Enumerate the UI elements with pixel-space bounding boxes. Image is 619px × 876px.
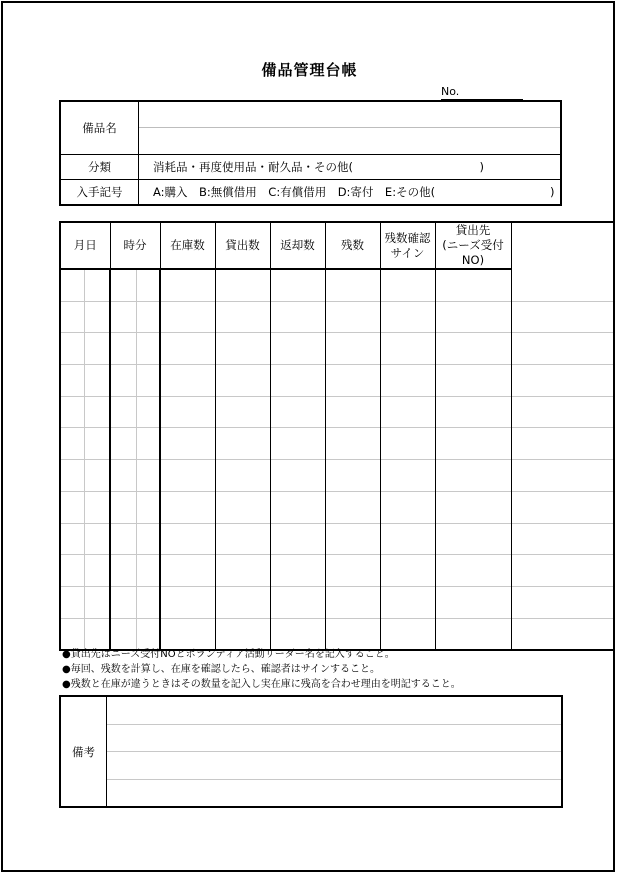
ledger-cell[interactable] bbox=[110, 333, 136, 365]
ledger-cell[interactable] bbox=[84, 618, 110, 650]
ledger-header-row bbox=[60, 222, 614, 269]
ledger-cell[interactable] bbox=[110, 555, 136, 587]
ledger-cell[interactable] bbox=[325, 555, 380, 587]
ledger-cell[interactable] bbox=[60, 586, 84, 618]
ledger-cell[interactable] bbox=[215, 301, 270, 333]
ledger-cell[interactable] bbox=[270, 269, 325, 301]
header-stock-count: 在庫数 bbox=[160, 222, 215, 269]
item-name-label: 備品名 bbox=[60, 101, 139, 155]
header-date: 月日 bbox=[60, 222, 110, 269]
ledger-cell[interactable] bbox=[60, 523, 84, 555]
instruction-note: ●残数と在庫が違うときはその数量を記入し実在庫に残高を合わせ理由を明記すること。 bbox=[62, 679, 461, 690]
ledger-cell[interactable] bbox=[215, 333, 270, 365]
ledger-cell[interactable] bbox=[270, 555, 325, 587]
ledger-cell[interactable] bbox=[511, 586, 614, 618]
ledger-table bbox=[59, 221, 615, 651]
ledger-cell[interactable] bbox=[110, 301, 136, 333]
ledger-cell[interactable] bbox=[84, 301, 110, 333]
ledger-cell[interactable] bbox=[435, 586, 511, 618]
ledger-cell[interactable] bbox=[136, 396, 160, 428]
ledger-cell[interactable] bbox=[136, 555, 160, 587]
ledger-cell[interactable] bbox=[380, 428, 435, 460]
ledger-cell[interactable] bbox=[435, 491, 511, 523]
ledger-cell[interactable] bbox=[380, 618, 435, 650]
ledger-cell[interactable] bbox=[270, 428, 325, 460]
ledger-cell[interactable] bbox=[435, 365, 511, 397]
remarks-line bbox=[107, 752, 561, 780]
ledger-cell[interactable] bbox=[160, 491, 215, 523]
item-name-line bbox=[139, 102, 560, 128]
ledger-cell[interactable] bbox=[380, 523, 435, 555]
remarks-line bbox=[107, 697, 561, 725]
ledger-row bbox=[60, 586, 614, 618]
ledger-cell[interactable] bbox=[60, 301, 84, 333]
ledger-row bbox=[60, 491, 614, 523]
ledger-row bbox=[60, 555, 614, 587]
ledger-cell[interactable] bbox=[511, 301, 614, 333]
ledger-cell[interactable] bbox=[84, 365, 110, 397]
ledger-cell[interactable] bbox=[84, 396, 110, 428]
ledger-cell[interactable] bbox=[380, 555, 435, 587]
ledger-cell[interactable] bbox=[325, 365, 380, 397]
header-remaining-check-sign: 残数確認 サイン bbox=[380, 222, 435, 269]
ledger-cell[interactable] bbox=[160, 428, 215, 460]
ledger-cell[interactable] bbox=[110, 365, 136, 397]
ledger-cell[interactable] bbox=[325, 523, 380, 555]
ledger-cell[interactable] bbox=[270, 618, 325, 650]
ledger-cell[interactable] bbox=[84, 491, 110, 523]
ledger-cell[interactable] bbox=[325, 301, 380, 333]
ledger-cell[interactable] bbox=[84, 555, 110, 587]
ledger-cell[interactable] bbox=[60, 333, 84, 365]
ledger-cell[interactable] bbox=[110, 523, 136, 555]
ledger-cell[interactable] bbox=[435, 396, 511, 428]
ledger-cell[interactable] bbox=[60, 428, 84, 460]
acquisition-code-options[interactable]: A:購入 B:無償借用 C:有償借用 D:寄付 E:その他( ) bbox=[139, 180, 562, 206]
ledger-cell[interactable] bbox=[380, 301, 435, 333]
ledger-row bbox=[60, 428, 614, 460]
ledger-cell[interactable] bbox=[270, 365, 325, 397]
ledger-cell[interactable] bbox=[511, 269, 614, 301]
ledger-cell[interactable] bbox=[511, 491, 614, 523]
ledger-cell[interactable] bbox=[380, 269, 435, 301]
ledger-cell[interactable] bbox=[435, 618, 511, 650]
ledger-cell[interactable] bbox=[325, 618, 380, 650]
ledger-cell[interactable] bbox=[325, 396, 380, 428]
ledger-cell[interactable] bbox=[136, 586, 160, 618]
ledger-row bbox=[60, 301, 614, 333]
ledger-cell[interactable] bbox=[511, 365, 614, 397]
ledger-cell[interactable] bbox=[325, 491, 380, 523]
ledger-cell[interactable] bbox=[435, 428, 511, 460]
ledger-cell[interactable] bbox=[215, 555, 270, 587]
ledger-cell[interactable] bbox=[136, 365, 160, 397]
ledger-cell[interactable] bbox=[136, 269, 160, 301]
ledger-cell[interactable] bbox=[110, 618, 136, 650]
ledger-cell[interactable] bbox=[325, 460, 380, 492]
ledger-cell[interactable] bbox=[215, 491, 270, 523]
ledger-row bbox=[60, 618, 614, 650]
remarks-line bbox=[107, 780, 561, 807]
ledger-row bbox=[60, 396, 614, 428]
ledger-cell[interactable] bbox=[215, 618, 270, 650]
header-time: 時分 bbox=[110, 222, 160, 269]
ledger-cell[interactable] bbox=[160, 586, 215, 618]
ledger-cell[interactable] bbox=[511, 333, 614, 365]
item-info-table bbox=[59, 100, 562, 206]
ledger-cell[interactable] bbox=[325, 586, 380, 618]
ledger-cell[interactable] bbox=[270, 491, 325, 523]
ledger-row bbox=[60, 365, 614, 397]
ledger-cell[interactable] bbox=[215, 586, 270, 618]
ledger-cell[interactable] bbox=[110, 586, 136, 618]
header-borrower: 貸出先 (ニーズ受付NO) bbox=[435, 222, 511, 269]
ledger-cell[interactable] bbox=[435, 523, 511, 555]
ledger-cell[interactable] bbox=[60, 491, 84, 523]
ledger-cell[interactable] bbox=[110, 269, 136, 301]
page-title: 備品管理台帳 bbox=[261, 61, 358, 79]
ledger-cell[interactable] bbox=[215, 460, 270, 492]
item-name-field[interactable] bbox=[139, 101, 562, 155]
ledger-cell[interactable] bbox=[511, 618, 614, 650]
ledger-cell[interactable] bbox=[160, 523, 215, 555]
ledger-cell[interactable] bbox=[511, 460, 614, 492]
ledger-cell[interactable] bbox=[511, 523, 614, 555]
remarks-table bbox=[59, 695, 563, 808]
instruction-note: ●毎回、残数を計算し、在庫を確認したら、確認者はサインすること。 bbox=[62, 664, 381, 675]
ledger-row bbox=[60, 460, 614, 492]
remarks-field[interactable] bbox=[107, 696, 563, 807]
ledger-cell[interactable] bbox=[380, 365, 435, 397]
ledger-body bbox=[60, 269, 614, 650]
category-label: 分類 bbox=[60, 155, 139, 180]
ledger-cell[interactable] bbox=[270, 586, 325, 618]
ledger-cell[interactable] bbox=[84, 333, 110, 365]
ledger-cell[interactable] bbox=[325, 428, 380, 460]
ledger-cell[interactable] bbox=[110, 428, 136, 460]
ledger-cell[interactable] bbox=[511, 396, 614, 428]
ledger-cell[interactable] bbox=[215, 396, 270, 428]
ledger-cell[interactable] bbox=[325, 269, 380, 301]
item-name-line bbox=[139, 128, 560, 154]
ledger-row bbox=[60, 269, 614, 301]
ledger-cell[interactable] bbox=[435, 555, 511, 587]
ledger-cell[interactable] bbox=[60, 365, 84, 397]
ledger-cell[interactable] bbox=[60, 396, 84, 428]
ledger-cell[interactable] bbox=[270, 301, 325, 333]
ledger-cell[interactable] bbox=[215, 269, 270, 301]
ledger-cell[interactable] bbox=[60, 460, 84, 492]
ledger-cell[interactable] bbox=[136, 618, 160, 650]
ledger-cell[interactable] bbox=[160, 396, 215, 428]
ledger-cell[interactable] bbox=[270, 460, 325, 492]
ledger-cell[interactable] bbox=[160, 333, 215, 365]
ledger-cell[interactable] bbox=[84, 460, 110, 492]
ledger-cell[interactable] bbox=[60, 269, 84, 301]
ledger-cell[interactable] bbox=[435, 269, 511, 301]
ledger-cell[interactable] bbox=[380, 491, 435, 523]
ledger-row bbox=[60, 523, 614, 555]
number-label: No. bbox=[441, 85, 460, 98]
remarks-label: 備考 bbox=[60, 696, 107, 807]
ledger-cell[interactable] bbox=[136, 491, 160, 523]
ledger-cell[interactable] bbox=[160, 618, 215, 650]
ledger-cell[interactable] bbox=[435, 301, 511, 333]
instruction-note: ●貸出先はニーズ受付NOとボランティア活動リーダー名を記入すること。 bbox=[62, 649, 395, 660]
ledger-cell[interactable] bbox=[110, 460, 136, 492]
ledger-cell[interactable] bbox=[160, 269, 215, 301]
ledger-cell[interactable] bbox=[511, 555, 614, 587]
header-remaining-count: 残数 bbox=[325, 222, 380, 269]
ledger-cell[interactable] bbox=[84, 586, 110, 618]
ledger-cell[interactable] bbox=[380, 333, 435, 365]
remarks-line bbox=[107, 725, 561, 753]
ledger-cell[interactable] bbox=[110, 491, 136, 523]
ledger-cell[interactable] bbox=[270, 396, 325, 428]
ledger-cell[interactable] bbox=[110, 396, 136, 428]
category-options[interactable]: 消耗品・再度使用品・耐久品・その他( ) bbox=[139, 155, 562, 180]
ledger-cell[interactable] bbox=[511, 428, 614, 460]
ledger-cell[interactable] bbox=[84, 269, 110, 301]
header-lent-count: 貸出数 bbox=[215, 222, 270, 269]
ledger-cell[interactable] bbox=[215, 428, 270, 460]
ledger-cell[interactable] bbox=[136, 301, 160, 333]
ledger-cell[interactable] bbox=[435, 333, 511, 365]
ledger-cell[interactable] bbox=[160, 555, 215, 587]
acquisition-code-label: 入手記号 bbox=[60, 180, 139, 206]
ledger-cell[interactable] bbox=[160, 460, 215, 492]
ledger-cell[interactable] bbox=[60, 618, 84, 650]
ledger-cell[interactable] bbox=[215, 523, 270, 555]
ledger-cell[interactable] bbox=[136, 428, 160, 460]
ledger-cell[interactable] bbox=[380, 460, 435, 492]
ledger-cell[interactable] bbox=[136, 523, 160, 555]
ledger-cell[interactable] bbox=[60, 555, 84, 587]
ledger-cell[interactable] bbox=[160, 365, 215, 397]
ledger-cell[interactable] bbox=[325, 333, 380, 365]
ledger-cell[interactable] bbox=[435, 460, 511, 492]
ledger-cell[interactable] bbox=[84, 523, 110, 555]
ledger-cell[interactable] bbox=[380, 586, 435, 618]
header-returned-count: 返却数 bbox=[270, 222, 325, 269]
ledger-cell[interactable] bbox=[215, 365, 270, 397]
ledger-cell[interactable] bbox=[380, 396, 435, 428]
ledger-cell[interactable] bbox=[270, 523, 325, 555]
ledger-row bbox=[60, 333, 614, 365]
ledger-cell[interactable] bbox=[136, 333, 160, 365]
instructions bbox=[62, 647, 461, 692]
ledger-cell[interactable] bbox=[270, 333, 325, 365]
ledger-cell[interactable] bbox=[136, 460, 160, 492]
ledger-cell[interactable] bbox=[160, 301, 215, 333]
ledger-cell[interactable] bbox=[84, 428, 110, 460]
